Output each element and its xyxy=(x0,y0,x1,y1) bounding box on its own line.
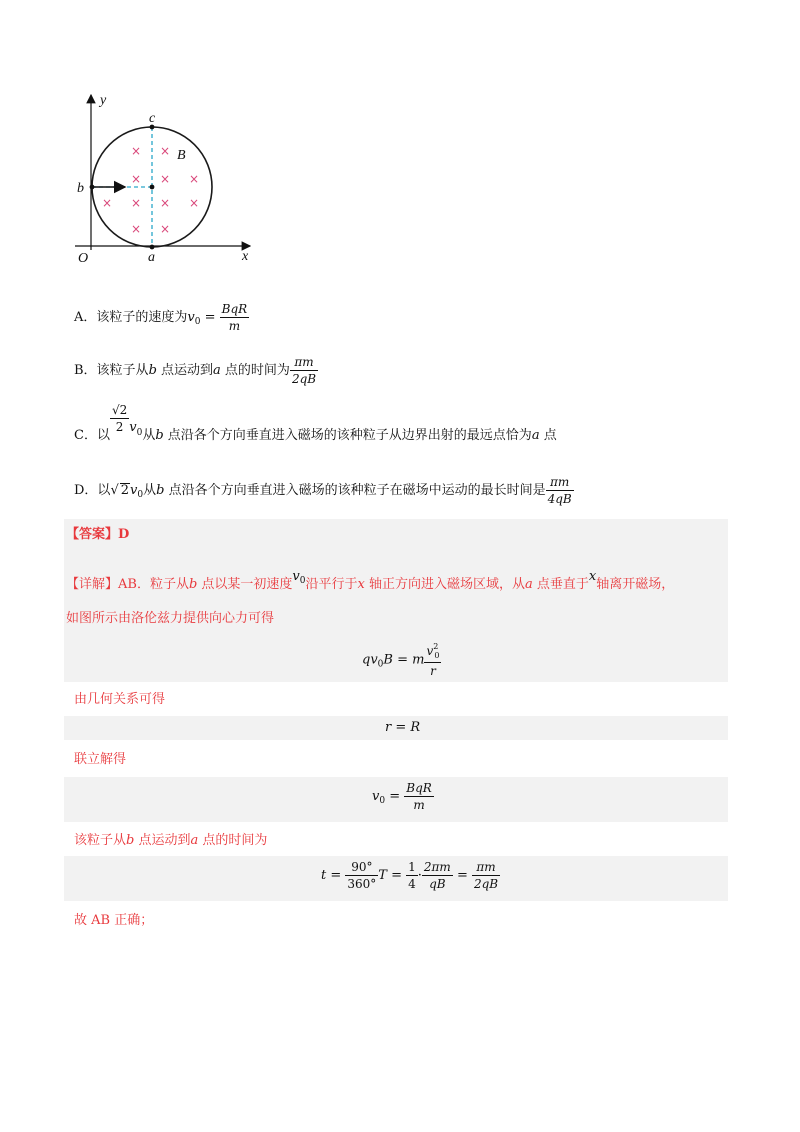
equation-time xyxy=(321,861,500,890)
t8a: 该粒子从 xyxy=(74,833,127,848)
eq4-frac4 xyxy=(472,861,500,890)
frac-den: 360° xyxy=(347,877,377,891)
frac-den: 2qB xyxy=(473,877,499,891)
option-c-suffix: 点沿各个方向垂直进入磁场的该种粒子从边界出射的最远点恰为 xyxy=(163,428,532,443)
frac-den: 2qB xyxy=(291,372,317,386)
eq3-fraction xyxy=(404,782,434,811)
cross-mark: × xyxy=(188,172,200,186)
cross-mark: × xyxy=(159,172,171,186)
center-dot xyxy=(150,185,155,190)
detail-t3: 轴正方向进入磁场区域，从 xyxy=(364,577,526,592)
frac-num: πm xyxy=(472,861,500,876)
frac-num: 2πm xyxy=(423,860,451,874)
answer-label: 【答案】D xyxy=(66,527,130,542)
option-c-sub: 0 xyxy=(136,428,143,438)
cross-mark: × xyxy=(101,196,113,210)
frac-num: BqR xyxy=(221,302,248,316)
option-a-sub: 0 xyxy=(194,317,201,327)
detail-t4: 点垂直于 xyxy=(532,577,589,592)
detail-v0: v xyxy=(292,569,300,584)
option-c-prefix: C．以 xyxy=(74,428,110,443)
cross-mark: × xyxy=(159,222,171,236)
cross-mark: × xyxy=(130,144,142,158)
frac-den: r xyxy=(430,664,436,678)
point-a-label: a xyxy=(148,250,155,265)
eq4-t: t = xyxy=(321,868,346,883)
detail-x2: x xyxy=(588,569,597,584)
frac-den: 4 xyxy=(408,877,416,891)
t8b: b xyxy=(126,833,135,848)
detail-line-1 xyxy=(66,570,674,591)
point-b-dot xyxy=(90,185,95,190)
cross-mark: × xyxy=(130,196,142,210)
option-d-sub: 0 xyxy=(137,490,144,500)
option-c-text: 从 xyxy=(142,428,156,443)
y-axis-label: y xyxy=(100,93,107,108)
t8d: a xyxy=(190,833,199,848)
option-d-text: 从 xyxy=(143,483,157,498)
t8e: 点的时间为 xyxy=(198,833,268,848)
option-c-v: v xyxy=(129,420,137,435)
option-d-sqrt: √ 2 xyxy=(110,483,130,498)
eq4-dot: · xyxy=(417,868,422,883)
origin-label: O xyxy=(78,251,89,266)
option-b-mid: 点运动到 xyxy=(156,363,214,378)
frac-num xyxy=(424,643,441,663)
eq1-num-sup: 2 xyxy=(433,642,439,651)
option-b-a: a xyxy=(213,363,221,378)
option-d-v: v xyxy=(130,483,138,498)
equation-radius: r = R xyxy=(385,720,421,735)
option-b-prefix: B．该粒子从 xyxy=(74,363,149,378)
option-d-prefix: D．以 xyxy=(74,483,111,498)
eq1-lhs: qv xyxy=(362,652,378,668)
detail-label: 【详解】AB．粒子从 xyxy=(66,577,189,592)
eq1-num-sub: 0 xyxy=(434,651,440,660)
detail-v0-sub: 0 xyxy=(299,576,306,586)
eq4-frac1 xyxy=(345,861,378,890)
sqrt-radicand: 2 xyxy=(120,483,130,498)
cross-mark: × xyxy=(130,222,142,236)
point-b-label: b xyxy=(77,181,84,196)
detail-t1: 点以某一初速度 xyxy=(197,577,293,592)
magnetic-field-figure xyxy=(70,85,260,270)
eq4-T: T = xyxy=(378,868,407,883)
option-c xyxy=(74,404,557,442)
detail-line-2: 如图所示由洛伦兹力提供向心力可得 xyxy=(66,611,275,626)
option-c-end: 点 xyxy=(539,428,557,443)
option-c-b: b xyxy=(155,428,164,443)
frac-den: qB xyxy=(429,877,446,891)
eq4-frac3 xyxy=(422,861,453,890)
option-b xyxy=(74,356,318,385)
eq3-eq: = xyxy=(385,789,405,804)
detail-t2: 沿平行于 xyxy=(305,577,358,592)
eq1-fraction xyxy=(424,643,441,677)
option-c-a: a xyxy=(531,428,540,443)
eq1-num-v: v xyxy=(426,644,434,658)
frac-den: m xyxy=(413,798,425,812)
detail-conclusion: 故 AB 正确； xyxy=(74,913,154,928)
eq4-eq: = xyxy=(452,868,472,883)
frac-num: 1 xyxy=(408,860,416,874)
eq3-sub: 0 xyxy=(379,796,386,806)
frac-num: πm xyxy=(546,476,574,491)
cross-mark: × xyxy=(130,172,142,186)
option-b-b: b xyxy=(148,363,157,378)
eq1-sub: 0 xyxy=(377,659,384,670)
option-a-fraction xyxy=(220,303,250,332)
point-a-dot xyxy=(150,245,155,250)
option-a xyxy=(74,303,249,332)
option-a-prefix: A．该粒子的速度为 xyxy=(74,310,188,325)
detail-x1: x xyxy=(357,577,365,592)
point-c-label: c xyxy=(149,111,156,126)
eq1-lhs2: B = m xyxy=(383,652,425,668)
option-d-b: b xyxy=(156,483,165,498)
frac-num: √2 xyxy=(111,403,128,417)
frac-den: 4qB xyxy=(547,492,572,506)
option-c-fraction xyxy=(110,404,129,433)
option-b-fraction xyxy=(290,356,318,385)
cross-mark: × xyxy=(188,196,200,210)
eq3-v: v xyxy=(372,789,380,804)
eq4-frac2 xyxy=(406,861,418,890)
field-label: B xyxy=(177,148,186,163)
option-d-suffix: 点沿各个方向垂直进入磁场的该种粒子在磁场中运动的最长时间是 xyxy=(164,483,546,498)
option-b-suffix: 点的时间为 xyxy=(220,363,290,378)
option-a-eq: = xyxy=(200,310,220,325)
cross-mark: × xyxy=(159,196,171,210)
option-d-fraction xyxy=(546,476,574,505)
frac-num: 90° xyxy=(345,861,378,876)
option-a-v: v xyxy=(187,310,195,325)
frac-den: m xyxy=(228,319,241,333)
detail-time-text xyxy=(74,834,267,847)
detail-geometry-text: 由几何关系可得 xyxy=(74,692,166,707)
option-d xyxy=(74,476,574,505)
equation-velocity xyxy=(372,782,434,811)
equation-lorentz xyxy=(362,643,441,677)
cross-mark: × xyxy=(159,144,171,158)
t8c: 点运动到 xyxy=(134,833,191,848)
x-axis-label: x xyxy=(242,249,249,264)
detail-b: b xyxy=(188,577,198,592)
frac-num: πm xyxy=(290,356,318,371)
frac-den: 2 xyxy=(115,420,124,434)
detail-a: a xyxy=(525,577,533,592)
frac-num: BqR xyxy=(406,781,432,795)
detail-t5: 轴离开磁场， xyxy=(596,577,675,592)
detail-solve-text: 联立解得 xyxy=(74,752,127,767)
